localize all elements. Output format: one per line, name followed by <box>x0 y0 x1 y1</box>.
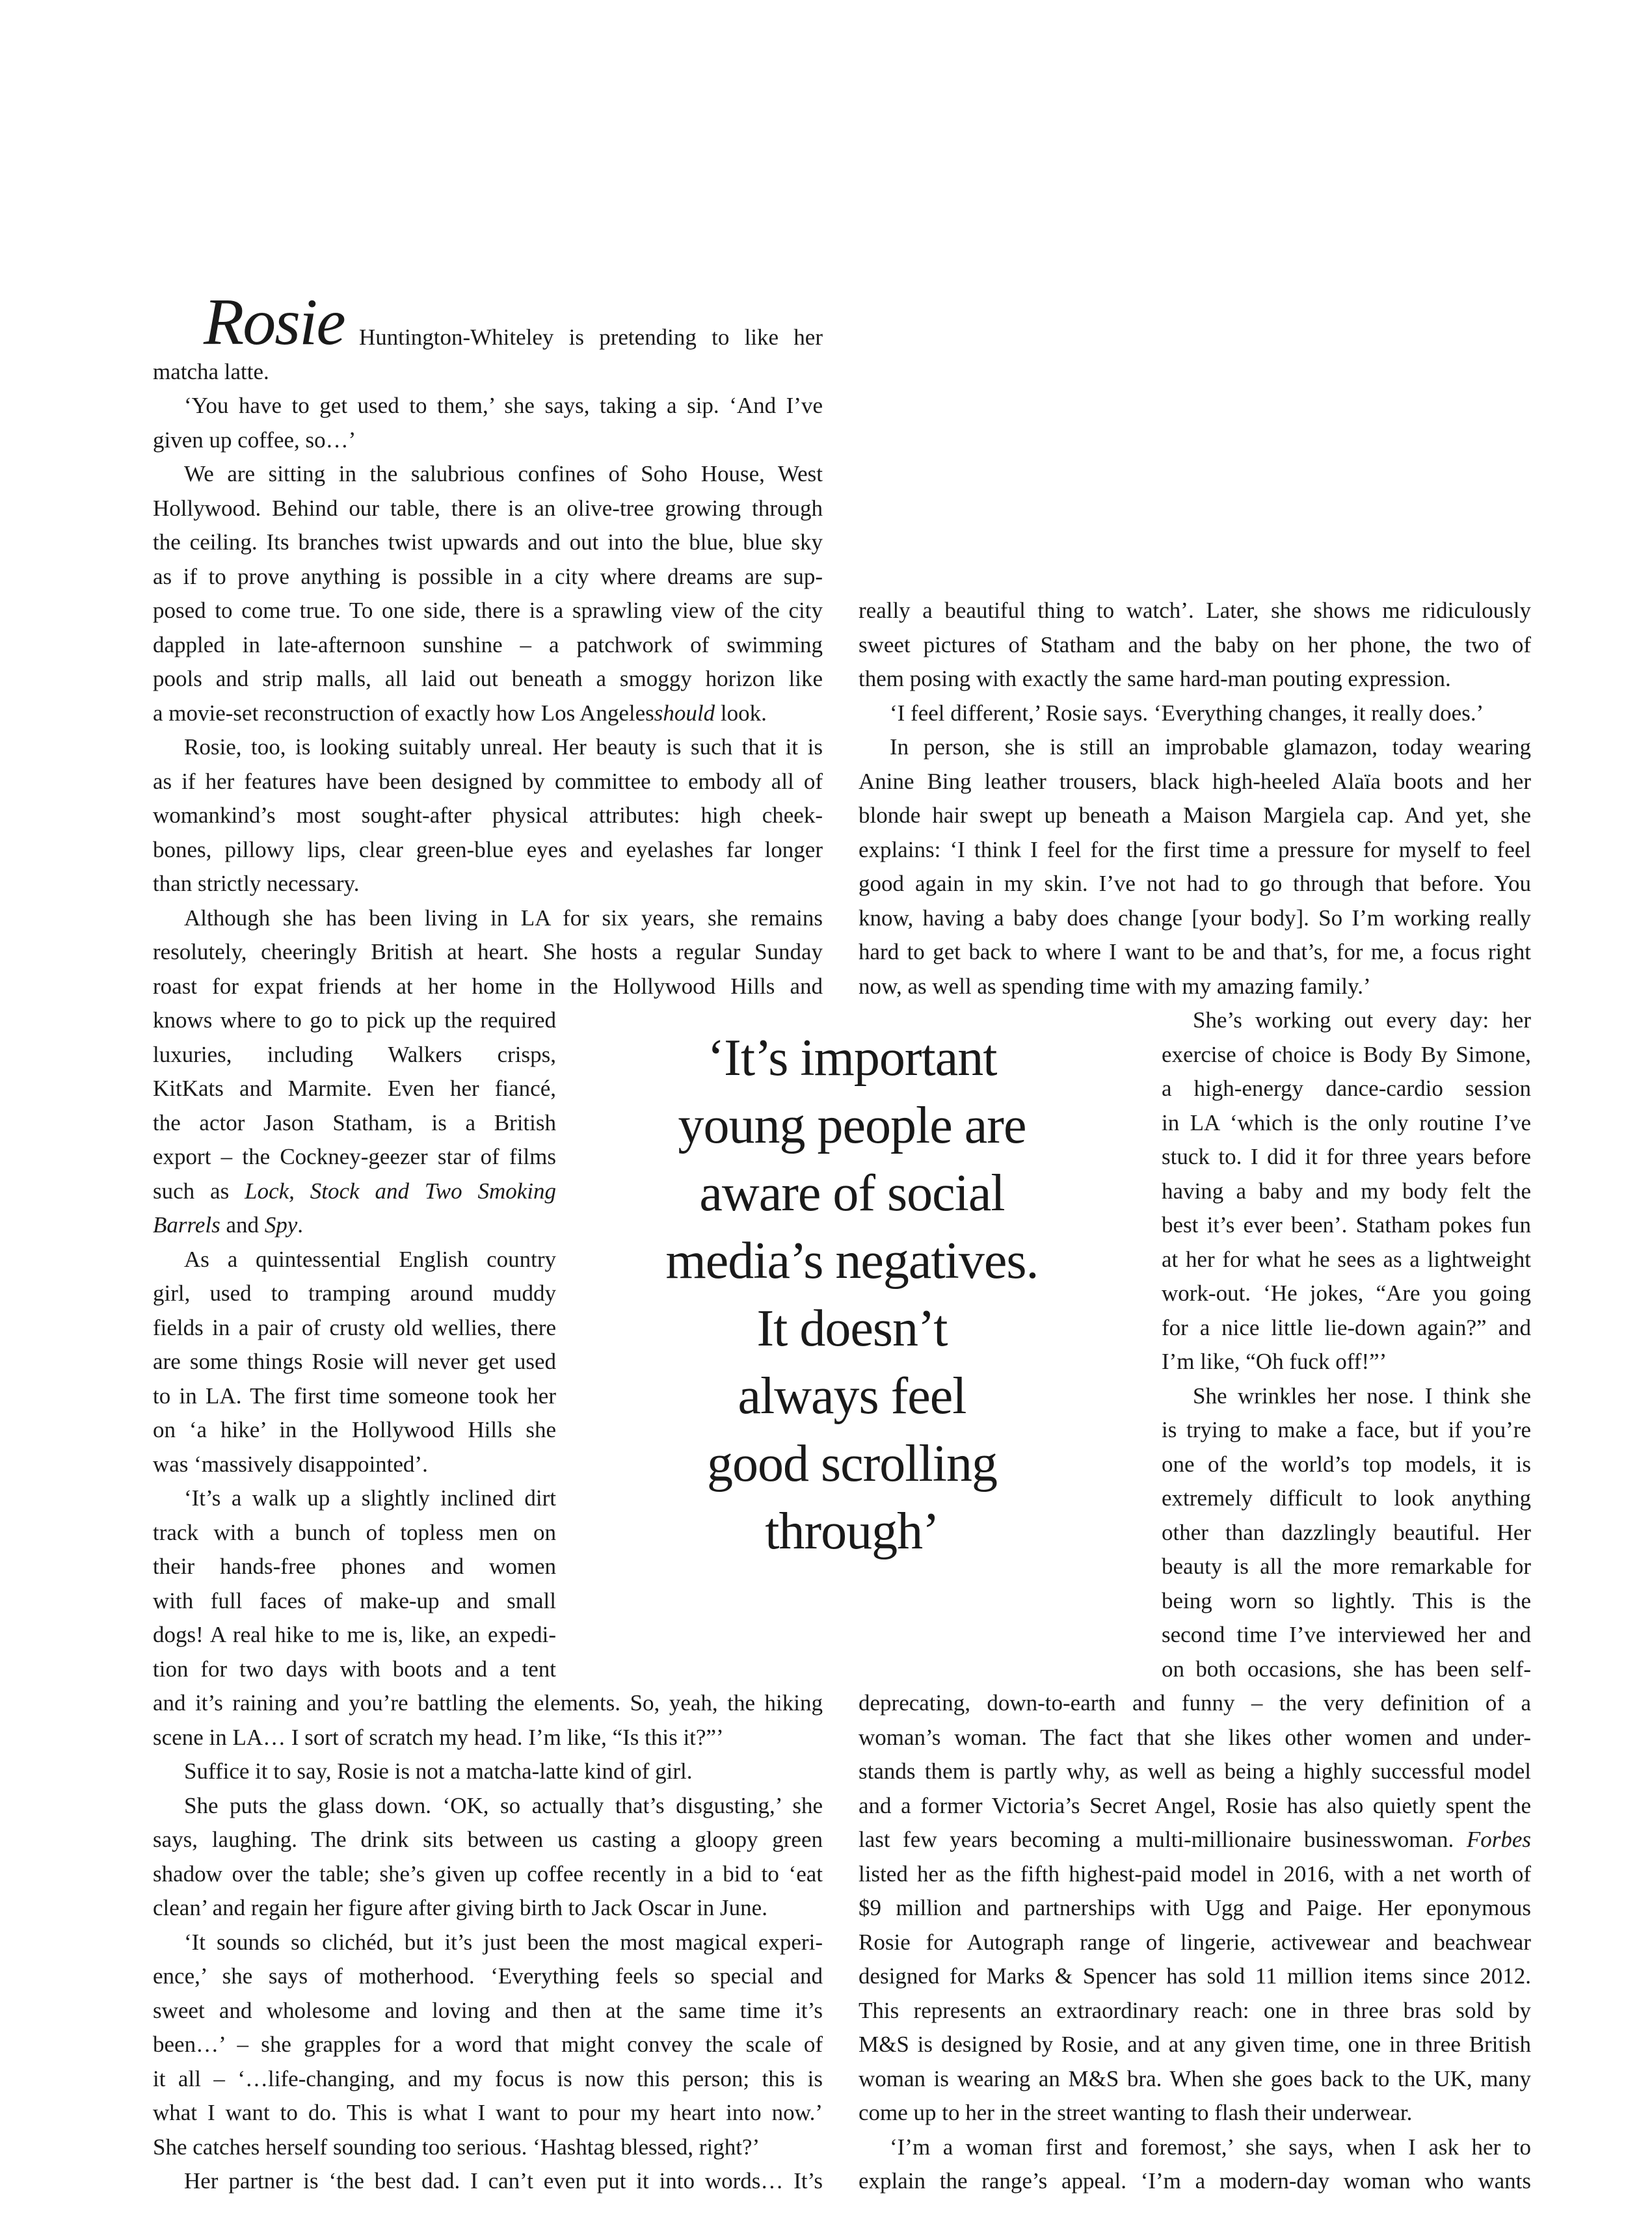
text-line <box>859 2164 1531 2198</box>
line-text: really a beautiful thing to watch’. Later, she shows me ridiculously <box>859 598 1531 623</box>
line-text: hard to get back to where I want to be and that’s, for me, a focus right <box>859 939 1531 964</box>
pull-quote-line: good scrolling <box>707 1435 997 1492</box>
italic-text: Forbes <box>1466 1827 1532 1852</box>
pull-quote-line: It doesn’t <box>756 1300 948 1357</box>
line-text: shadow over the table; she’s given up coffee recently in a bid to ‘eat <box>153 1861 823 1887</box>
text-line <box>1162 1550 1531 1584</box>
text-line <box>153 594 823 628</box>
text-line <box>359 321 823 354</box>
text-line <box>153 492 823 525</box>
line-text: exercise of choice is Body By Simone, <box>1162 1041 1531 1067</box>
pull-quote <box>624 1024 1080 1565</box>
line-text: Rosie for Autograph range of lingerie, activewear and beachwear <box>859 1929 1531 1955</box>
dropcap-first-word: Rosie <box>204 285 345 359</box>
text-line <box>1193 1379 1531 1413</box>
line-text: matcha latte. <box>153 358 269 384</box>
line-text: Rosie, too, is looking suitably unreal. Her beauty is such that it is <box>184 734 823 760</box>
line-text: are some things Rosie will never get used <box>153 1349 556 1374</box>
text-line <box>859 1721 1531 1755</box>
text-line <box>1162 1448 1531 1481</box>
line-text: on ‘a hike’ in the Hollywood Hills she <box>153 1417 556 1442</box>
line-text: explains: ‘I think I feel for the first time a pressure for myself to feel <box>859 836 1531 862</box>
line-text: what I want to do. This is what I want to pour my heart into now.’ <box>153 2100 823 2125</box>
text-line <box>1162 1208 1531 1242</box>
text-line <box>153 423 823 457</box>
line-text: with full faces of make-up and small <box>153 1587 556 1613</box>
line-text: second time I’ve interviewed her and <box>1162 1622 1531 1647</box>
line-text: She wrinkles her nose. I think she <box>1193 1383 1531 1409</box>
text-line <box>859 2062 1531 2096</box>
line-text: bones, pillowy lips, clear green-blue eyes and eyelashes far longer <box>153 836 823 862</box>
line-text: for a nice little lie-down again?” and <box>1162 1314 1531 1340</box>
text-line <box>184 1243 556 1277</box>
text-line <box>153 970 823 1003</box>
text-line <box>859 867 1531 901</box>
text-line <box>859 594 1531 628</box>
line-text: She catches herself sounding too serious. ‘Hashtag blessed, right?’ <box>153 2134 760 2160</box>
text-line <box>184 1755 823 1788</box>
line-text: In person, she is still an improbable glamazon, today wearing <box>890 734 1531 760</box>
text-line <box>1162 1277 1531 1310</box>
text-line <box>890 2130 1531 2164</box>
text-line <box>859 1994 1531 2028</box>
line-text: at her for what he sees as a lightweight <box>1162 1246 1531 1272</box>
text-line <box>1162 1311 1531 1345</box>
line-text: designed for Marks & Spencer has sold 11 million items since 2012. <box>859 1963 1531 1989</box>
line-text: export – the Cockney-geezer star of films <box>153 1144 556 1169</box>
line-text: blonde hair swept up beneath a Maison Margiela cap. And yet, she <box>859 802 1531 828</box>
text-line <box>1162 1413 1531 1447</box>
text-line <box>153 1891 823 1925</box>
text-line <box>1162 1038 1531 1072</box>
text-line <box>153 1584 556 1618</box>
text-line <box>859 833 1531 867</box>
line-text: roast for expat friends at her home in the Hollywood Hills and <box>153 973 823 999</box>
line-text: says, laughing. The drink sits between us casting a gloopy green <box>153 1827 823 1852</box>
line-text: Suffice it to say, Rosie is not a matcha-latte kind of girl. <box>184 1758 693 1784</box>
text-line <box>1162 1072 1531 1106</box>
line-text: luxuries, including Walkers crisps, <box>153 1041 556 1067</box>
line-text: and it’s raining and you’re battling the elements. So, yeah, the hiking <box>153 1690 823 1716</box>
pull-quote-line: aware of social <box>699 1165 1005 1222</box>
text-line <box>153 1959 823 1993</box>
text-line <box>184 457 823 491</box>
line-text: stands them is partly why, as well as being a highly successful model <box>859 1758 1531 1784</box>
line-text: now, as well as spending time with my amazing family.’ <box>859 973 1371 999</box>
text-line <box>859 662 1531 696</box>
line-text: M&S is designed by Rosie, and at any given time, one in three British <box>859 2032 1531 2057</box>
line-text: ence,’ she says of motherhood. ‘Everything feels so special and <box>153 1963 823 1989</box>
line-text: woman is wearing an M&S bra. When she goes back to the UK, many <box>859 2065 1531 2091</box>
line-text: She’s working out every day: her <box>1193 1007 1531 1033</box>
text-line <box>153 2096 823 2130</box>
line-text: fields in a pair of crusty old wellies, there <box>153 1314 556 1340</box>
line-text: as if her features have been designed by committee to embody all of <box>153 768 823 794</box>
line-text: look. <box>715 700 767 726</box>
text-line <box>153 1823 823 1857</box>
pull-quote-line: always feel <box>738 1368 966 1425</box>
line-text: Anine Bing leather trousers, black high-heeled Alaïa boots and her <box>859 768 1531 794</box>
line-text: clean’ and regain her figure after giving birth to Jack Oscar in June. <box>153 1895 767 1920</box>
line-text: in LA ‘which is the only routine I’ve <box>1162 1109 1531 1135</box>
text-line <box>153 696 823 730</box>
text-line <box>153 765 823 799</box>
line-text: it all – ‘…life-changing, and my focus is now this person; this is <box>153 2065 823 2091</box>
line-text <box>229 1178 245 1204</box>
line-text: than strictly necessary. <box>153 871 360 896</box>
text-line <box>153 560 823 594</box>
line-text: the actor Jason Statham, is a British <box>153 1109 556 1135</box>
line-text: posed to come true. To one side, there is a sprawling view of the city <box>153 598 823 623</box>
text-line <box>1162 1652 1531 1686</box>
text-line <box>184 730 823 764</box>
line-text: been…’ – she grapples for a word that might convey the scale of <box>153 2032 823 2057</box>
line-text: is trying to make a face, but if you’re <box>1162 1417 1531 1442</box>
line-text: womankind’s most sought-after physical attributes: high cheek- <box>153 802 823 828</box>
text-line <box>1193 1003 1531 1037</box>
line-text: knows where to go to pick up the required <box>153 1007 556 1033</box>
line-text: She puts the glass down. ‘OK, so actually that’s disgusting,’ she <box>184 1792 823 1818</box>
text-line <box>153 1038 556 1072</box>
text-line <box>1162 1243 1531 1277</box>
text-line <box>153 1311 556 1345</box>
text-line <box>184 1789 823 1823</box>
text-line <box>859 1959 1531 1993</box>
text-line <box>1162 1481 1531 1515</box>
line-text: such as <box>153 1178 230 1204</box>
text-line <box>153 1174 556 1208</box>
text-line <box>153 525 823 559</box>
text-line <box>859 1686 1531 1720</box>
text-line <box>859 935 1531 969</box>
text-line <box>153 935 823 969</box>
text-line <box>859 970 1531 1003</box>
line-text: stuck to. I did it for three years before <box>1162 1144 1531 1169</box>
italic-text: Spy <box>264 1212 298 1238</box>
text-line <box>153 1140 556 1174</box>
line-text: resolutely, cheeringly British at heart. She hosts a regular Sunday <box>153 939 823 964</box>
text-line <box>153 2028 823 2062</box>
line-text: deprecating, down-to-earth and funny – the very definition of a <box>859 1690 1531 1716</box>
line-text: We are sitting in the salubrious confines of Soho House, West <box>184 461 823 486</box>
text-line <box>1162 1584 1531 1618</box>
line-text: tion for two days with boots and a tent <box>153 1656 556 1682</box>
line-text: as if to prove anything is possible in a city where dreams are sup- <box>153 563 823 589</box>
text-line <box>153 1721 823 1755</box>
line-text: scene in LA… I sort of scratch my head. I’m like, “Is this it?”’ <box>153 1724 724 1750</box>
text-line <box>890 696 1531 730</box>
text-line <box>859 1891 1531 1925</box>
text-line <box>153 1686 823 1720</box>
line-text <box>1454 1827 1467 1852</box>
text-line <box>153 1345 556 1379</box>
text-line <box>859 1857 1531 1891</box>
line-text: $9 million and partnerships with Ugg and Paige. Her eponymous <box>859 1895 1531 1920</box>
line-text: Huntington-Whiteley is pretending to like her <box>359 325 823 350</box>
text-line <box>153 1994 823 2028</box>
text-line <box>153 1072 556 1106</box>
text-line <box>859 2096 1531 2130</box>
text-line <box>153 1448 556 1481</box>
text-line <box>153 799 823 832</box>
text-line <box>184 1926 823 1959</box>
line-text: good again in my skin. I’ve not had to go through that before. You <box>859 871 1531 896</box>
pull-quote-line: young people are <box>678 1097 1026 1154</box>
line-text: on both occasions, she has been self- <box>1162 1656 1531 1682</box>
line-text: beauty is all the more remarkable for <box>1162 1554 1531 1579</box>
line-text: This represents an extraordinary reach: one in three bras sold by <box>859 1997 1531 2023</box>
text-line <box>859 1926 1531 1959</box>
line-text: As a quintessential English country <box>184 1246 556 1272</box>
line-text: the ceiling. Its branches twist upwards and out into the blue, blue sky <box>153 529 823 555</box>
text-line <box>153 1208 556 1242</box>
text-line <box>153 1277 556 1310</box>
text-line <box>859 901 1531 935</box>
text-line <box>153 1618 556 1652</box>
line-text: explain the range’s appeal. ‘I’m a modern-day woman who wants <box>859 2168 1531 2194</box>
italic-text: Lock, Stock and Two Smoking <box>245 1178 557 1204</box>
line-text: work-out. ‘He jokes, “Are you going <box>1162 1280 1531 1306</box>
line-text: having a baby and my body felt the <box>1162 1178 1531 1204</box>
line-text: their hands-free phones and women <box>153 1554 556 1579</box>
text-line <box>153 1516 556 1550</box>
pull-quote-line: media’s negatives. <box>665 1232 1039 1290</box>
text-line <box>184 389 823 423</box>
text-line <box>890 730 1531 764</box>
text-line <box>1162 1345 1531 1379</box>
line-text: dogs! A real hike to me is, like, an expedi- <box>153 1622 556 1647</box>
line-text: know, having a baby does change [your body]. So I’m working really <box>859 905 1531 931</box>
text-line <box>184 2164 823 2198</box>
line-text: Her partner is ‘the best dad. I can’t even put it into words… It’s <box>184 2168 823 2194</box>
text-line <box>153 628 823 662</box>
line-text: a movie-set reconstruction of exactly how Los Angeles <box>153 700 654 726</box>
line-text: ‘It sounds so clichéd, but it’s just been the most magical experi- <box>184 1929 823 1955</box>
text-line <box>153 1379 556 1413</box>
line-text: one of the world’s top models, it is <box>1162 1451 1531 1477</box>
pull-quote-line: through’ <box>765 1503 939 1560</box>
text-line <box>1162 1516 1531 1550</box>
line-text: girl, used to tramping around muddy <box>153 1280 556 1306</box>
text-line <box>153 867 823 901</box>
text-line <box>153 1106 556 1140</box>
line-text: I’m like, “Oh fuck off!”’ <box>1162 1349 1387 1374</box>
line-text: Hollywood. Behind our table, there is an olive-tree growing through <box>153 495 823 521</box>
line-text: last few years becoming a multi-millionaire businesswoman. <box>859 1827 1454 1852</box>
line-text: pools and strip malls, all laid out beneath a smoggy horizon like <box>153 666 823 691</box>
text-line <box>859 1823 1531 1857</box>
line-text: and <box>220 1212 265 1238</box>
line-text: best it’s ever been’. Statham pokes fun <box>1162 1212 1531 1238</box>
line-text: come up to her in the street wanting to flash their underwear. <box>859 2100 1413 2125</box>
line-text: listed her as the fifth highest-paid model in 2016, with a net worth of <box>859 1861 1531 1887</box>
line-text: track with a bunch of topless men on <box>153 1519 556 1545</box>
line-text: ‘It’s a walk up a slightly inclined dirt <box>184 1485 556 1511</box>
line-text: sweet pictures of Statham and the baby on her phone, the two of <box>859 631 1531 657</box>
text-line <box>153 1550 556 1584</box>
line-text: woman’s woman. The fact that she likes other women and under- <box>859 1724 1531 1750</box>
text-line <box>859 628 1531 662</box>
line-text: them posing with exactly the same hard-man pouting expression. <box>859 666 1451 691</box>
line-text: ‘You have to get used to them,’ she says, taking a sip. ‘And I’ve <box>184 393 823 418</box>
line-text: and a former Victoria’s Secret Angel, Rosie has also quietly spent the <box>859 1792 1531 1818</box>
line-text: ‘I feel different,’ Rosie says. ‘Everything changes, it really does.’ <box>890 700 1484 726</box>
line-text: . <box>297 1212 304 1238</box>
line-text: given up coffee, so…’ <box>153 427 356 453</box>
line-text: KitKats and Marmite. Even her fiancé, <box>153 1076 556 1101</box>
line-text: was ‘massively disappointed’. <box>153 1451 428 1477</box>
text-line <box>859 1755 1531 1788</box>
text-line <box>859 1789 1531 1823</box>
text-line <box>859 799 1531 832</box>
text-line <box>1162 1106 1531 1140</box>
line-text: sweet and wholesome and loving and then at the same time it’s <box>153 1997 823 2023</box>
text-line <box>153 662 823 696</box>
text-line <box>153 2062 823 2096</box>
line-text: ‘I’m a woman first and foremost,’ she says, when I ask her to <box>890 2134 1531 2160</box>
line-text: to in LA. The first time someone took her <box>153 1383 556 1409</box>
text-line <box>153 1003 556 1037</box>
text-line <box>859 2028 1531 2062</box>
text-line <box>153 1413 556 1447</box>
text-line <box>153 833 823 867</box>
text-line <box>153 1857 823 1891</box>
line-text: other than dazzlingly beautiful. Her <box>1162 1519 1531 1545</box>
text-line <box>153 2130 823 2164</box>
text-line <box>184 901 823 935</box>
italic-text: should <box>654 700 715 726</box>
line-text: dappled in late-afternoon sunshine – a patchwork of swimming <box>153 631 823 657</box>
italic-text: Barrels <box>153 1212 220 1238</box>
text-line <box>184 1481 556 1515</box>
line-text: being worn so lightly. This is the <box>1162 1587 1531 1613</box>
line-text: extremely difficult to look anything <box>1162 1485 1531 1511</box>
line-text: Although she has been living in LA for six years, she remains <box>184 905 823 931</box>
text-line <box>153 355 823 389</box>
text-line <box>153 1652 556 1686</box>
pull-quote-line: ‘It’s important <box>707 1029 997 1087</box>
text-line <box>1162 1140 1531 1174</box>
text-line <box>859 765 1531 799</box>
text-line <box>1162 1174 1531 1208</box>
text-line <box>1162 1618 1531 1652</box>
line-text: a high-energy dance-cardio session <box>1162 1076 1531 1101</box>
